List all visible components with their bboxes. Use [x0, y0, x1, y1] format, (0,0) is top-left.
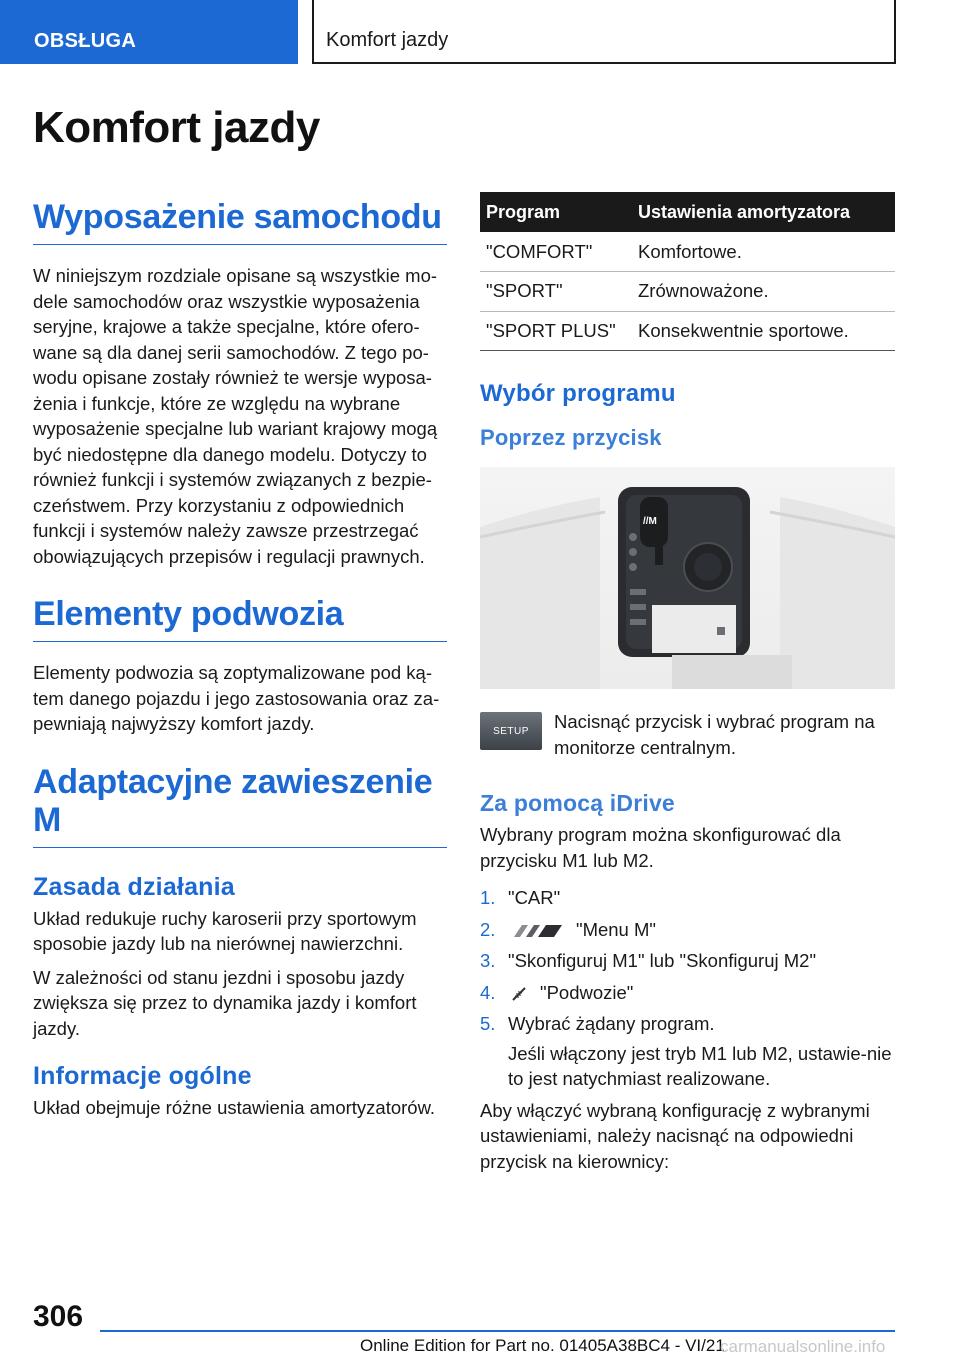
setup-instruction — [480, 709, 895, 760]
program-table — [480, 192, 895, 351]
table-cell: Konsekwentnie sportowe. — [632, 311, 895, 351]
list-item — [480, 948, 895, 974]
step-text: Wybrać żądany program. — [508, 1013, 715, 1034]
table-header-cell: Program — [480, 192, 632, 232]
chassis-paragraph: Elementy podwozia są zoptymalizowane pod ką-tem danego pojazdu i jego zastosowania oraz za-pewniają najwyższy komfort jazdy. — [33, 662, 440, 734]
step-text: "CAR" — [508, 887, 561, 908]
section-tab — [0, 0, 298, 64]
list-item — [480, 980, 895, 1006]
list-item — [480, 1011, 895, 1037]
list-item — [480, 917, 895, 943]
step-text: "Skonfiguruj M1" lub "Skonfiguruj M2" — [508, 950, 817, 971]
table-header-cell: Ustawienia amortyzatora — [632, 192, 895, 232]
idrive-paragraph: Wybrany program można skonfigurować dla przycisku M1 lub M2. — [480, 824, 841, 871]
table-cell: "COMFORT" — [480, 232, 632, 272]
heading-principle: Zasada działania — [33, 872, 235, 901]
watermark: carmanualsonline.info — [720, 1337, 886, 1356]
principle-paragraph-1: Układ redukuje ruchy karoserii przy sportowym sposobie jazdy lub na nierównej nawierzchni. — [33, 907, 417, 954]
step-number: 1. — [480, 887, 496, 908]
heading-general-info: Informacje ogólne — [33, 1062, 252, 1090]
right-column — [480, 192, 895, 1174]
setup-text: Nacisnąć przycisk i wybrać program na monitorze centralnym. — [554, 711, 875, 758]
step-text: "Menu M" — [576, 918, 656, 940]
heading-adaptive-suspension: Adaptacyjne zawieszenie M — [33, 763, 447, 848]
general-info-paragraph: Układ obejmuje różne ustawienia amortyzatorów. — [33, 1097, 436, 1118]
heading-chassis: Elementy podwozia — [33, 595, 447, 642]
m-menu-icon — [510, 924, 564, 938]
table-row — [480, 232, 895, 272]
page-title: Komfort jazdy — [33, 103, 320, 152]
step-number: 4. — [480, 981, 496, 1003]
setup-button-icon: SETUP — [480, 712, 542, 750]
principle-paragraph-2: W zależności od stanu jezdni i sposobu jazdy zwiększa się przez to dynamika jazdy i komfort jazdy. — [33, 966, 417, 1039]
list-item — [480, 885, 895, 911]
table-cell: "SPORT" — [480, 272, 632, 312]
center-console-illustration — [480, 467, 895, 689]
table-row — [480, 311, 895, 351]
step-number: 2. — [480, 918, 496, 940]
left-column — [33, 100, 447, 1121]
svg-text://M: //M — [643, 516, 657, 527]
heading-idrive: Za pomocą iDrive — [480, 790, 675, 816]
equipment-paragraph: W niniejszym rozdziale opisane są wszystkie mo-dele samochodów oraz wszystkie wyposażenia seryjne, krajowe a także specjalne, które ofero-wane są dla danej serii samochodów. Z tego po-wodu opisane zostały również te wersje wyposa-żenia i funkcje, które ze względu na wybrane wyposażenie specjalne lub wariant krajowy mogą być niedostępne dla danego modelu. Dotyczy to również funkcji i systemów związanych z bezpie-czeństwem. Przy korzystaniu z odpowiednich funkcji i systemów należy zawsze przestrzegać obowiązujących przepisów i regulacji prawnych. — [33, 265, 438, 567]
step-5-note: Jeśli włączony jest tryb M1 lub M2, ustawie-nie to jest natychmiast realizowane. — [508, 1042, 892, 1089]
edition-text: Online Edition for Part no. 01405A38BC4 - VI/21 — [360, 1336, 725, 1355]
center-console-photo — [480, 467, 895, 689]
steps-list — [480, 885, 895, 1037]
closing-paragraph: Aby włączyć wybraną konfigurację z wybranymi ustawieniami, należy nacisnąć na odpowiedni przycisk na kierownicy: — [480, 1099, 870, 1172]
heading-via-button: Poprzez przycisk — [480, 425, 662, 450]
heading-program-select: Wybór programu — [480, 380, 676, 407]
step-number: 5. — [480, 1013, 496, 1034]
table-cell: Zrównoważone. — [632, 272, 895, 312]
chapter-header — [312, 0, 896, 64]
chapter-label: Komfort jazdy — [326, 29, 449, 51]
heading-equipment: Wyposażenie samochodu — [33, 198, 447, 245]
table-cell: "SPORT PLUS" — [480, 311, 632, 351]
step-text: "Podwozie" — [540, 981, 634, 1003]
step-number: 3. — [480, 950, 496, 971]
suspension-icon — [510, 985, 528, 1003]
page-number: 306 — [33, 1300, 84, 1333]
table-header-row — [480, 192, 895, 232]
section-label: OBSŁUGA — [34, 30, 137, 52]
table-row — [480, 272, 895, 312]
footer-rule — [100, 1330, 895, 1332]
table-cell: Komfortowe. — [632, 232, 895, 272]
